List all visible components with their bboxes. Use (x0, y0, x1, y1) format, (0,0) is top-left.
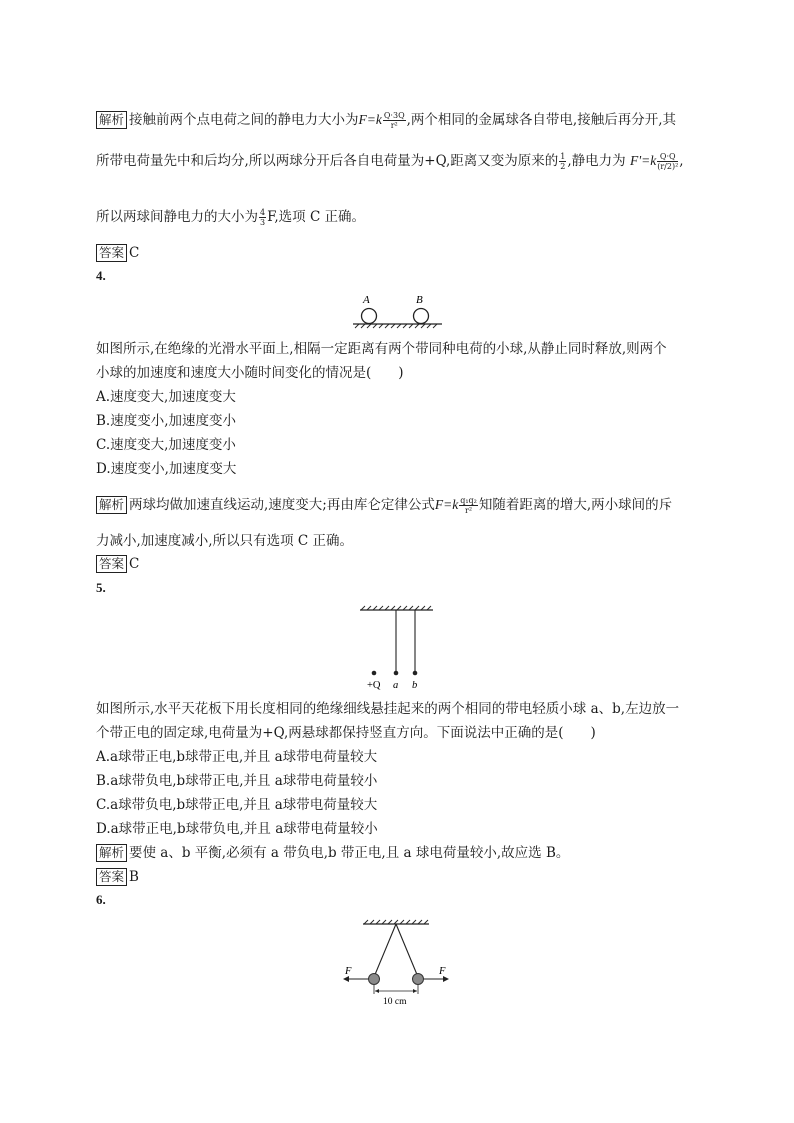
formula-fraction: $\frac{Q\cdot Q}{\text{(r/2)²}}$ (657, 152, 679, 171)
formula-fraction: $\frac{\text{q₁q₂}}{\text{r²}}$ (460, 496, 477, 515)
label-q: +Q (367, 680, 381, 691)
ball-b (413, 671, 418, 676)
fixed-charge (372, 671, 377, 676)
q3-analysis-line2: 所带电荷量先中和后均分,所以两球分开后各自电荷量为+Q,距离又变为原来的 $\frac{1}{2}$ ,静电力为 F'=k $\frac{Q\cdot Q}{\text{(r/2)²}}$ , (96, 152, 684, 171)
q3-answer (96, 242, 139, 264)
label-b: B (416, 294, 423, 306)
question-number: 5. (96, 580, 106, 595)
thread-right (396, 924, 418, 977)
answer-value: C (129, 556, 140, 572)
q4-stem-line1: 如图所示,在绝缘的光滑水平面上,相隔一定距离有两个带同种电荷的小球,从静止同时释放,则两个 (96, 341, 667, 357)
q4-analysis-line2: 力减小,加速度减小,所以只有选项 C 正确。 (96, 533, 353, 549)
q4-option-b: B.速度变小,加速度变小 (96, 413, 237, 429)
answer-tag: 答案 (96, 244, 127, 262)
q6-figure (335, 914, 460, 1006)
q5-stem-line2: 个带正电的固定球,电荷量为+Q,两悬球都保持竖直方向。下面说法中正确的是( ) (96, 725, 596, 741)
label-a: a (393, 680, 399, 691)
q5-option-c: C.a球带负电,b球带正电,并且 a球带电荷量较大 (96, 797, 378, 813)
analysis-tag: 解析 (96, 844, 127, 862)
answer-value: B (129, 869, 139, 885)
ball-b (414, 309, 429, 324)
label-f-left: F (345, 966, 352, 977)
q3-analysis-line3: 所以两球间静电力的大小为 $\frac{4}{3}$ F,选项 C 正确。 (96, 208, 366, 227)
label-a: A (363, 294, 370, 306)
q4-analysis-line1: 解析 两球均做加速直线运动,速度变大;再由库仑定律公式F=k $\frac{\text{q₁q₂}}{\text{r²}}$ 知随着距离的增大,两小球间的斥 (96, 494, 672, 516)
q4-figure (350, 292, 450, 332)
thread-left (374, 924, 396, 977)
distance-label: 10 cm (383, 997, 407, 1006)
formula-fraction: $\frac{Q\cdot 3Q}{\text{r²}}$ (383, 111, 405, 130)
q4-stem-line2: 小球的加速度和速度大小随时间变化的情况是( ) (96, 365, 404, 381)
q3-analysis-line1: 解析 接触前两个点电荷之间的静电力大小为F=k $\frac{Q\cdot 3Q}{\text{r²}}$ ,两个相同的金属球各自带电,接触后再分开,其 (96, 109, 676, 131)
answer-tag: 答案 (96, 555, 127, 573)
q4-option-c: C.速度变大,加速度变小 (96, 437, 236, 453)
ball-right (413, 974, 424, 985)
q5-analysis: 解析 要使 a、b 平衡,必须有 a 带负电,b 带正电,且 a 球电荷量较小,故应选 B。 (96, 842, 569, 864)
q5-answer (96, 866, 139, 888)
question-number: 4. (96, 268, 106, 283)
q4-answer (96, 553, 139, 575)
q5-option-d: D.a球带正电,b球带负电,并且 a球带电荷量较小 (96, 821, 378, 837)
q5-option-b: B.a球带负电,b球带正电,并且 a球带电荷量较小 (96, 773, 378, 789)
ratio-fraction: $\frac{4}{3}$ (260, 208, 266, 227)
analysis-tag: 解析 (96, 496, 127, 514)
answer-value: C (129, 245, 140, 261)
analysis-tag: 解析 (96, 111, 127, 129)
ball-a (362, 309, 377, 324)
question-number: 6. (96, 892, 106, 907)
q5-option-a: A.a球带正电,b球带正电,并且 a球带电荷量较大 (96, 749, 378, 765)
label-f-right: F (439, 966, 446, 977)
q4-option-d: D.速度变小,加速度变大 (96, 461, 237, 477)
half-fraction: $\frac{1}{2}$ (560, 152, 566, 171)
q5-stem-line1: 如图所示,水平天花板下用长度相同的绝缘细线悬挂起来的两个相同的带电轻质小球 a、b,左边放一 (96, 701, 680, 717)
q4-option-a: A.速度变大,加速度变大 (96, 389, 236, 405)
label-b: b (412, 680, 418, 691)
ball-left (369, 974, 380, 985)
answer-tag: 答案 (96, 868, 127, 886)
ball-a (394, 671, 399, 676)
q5-figure (355, 600, 440, 692)
